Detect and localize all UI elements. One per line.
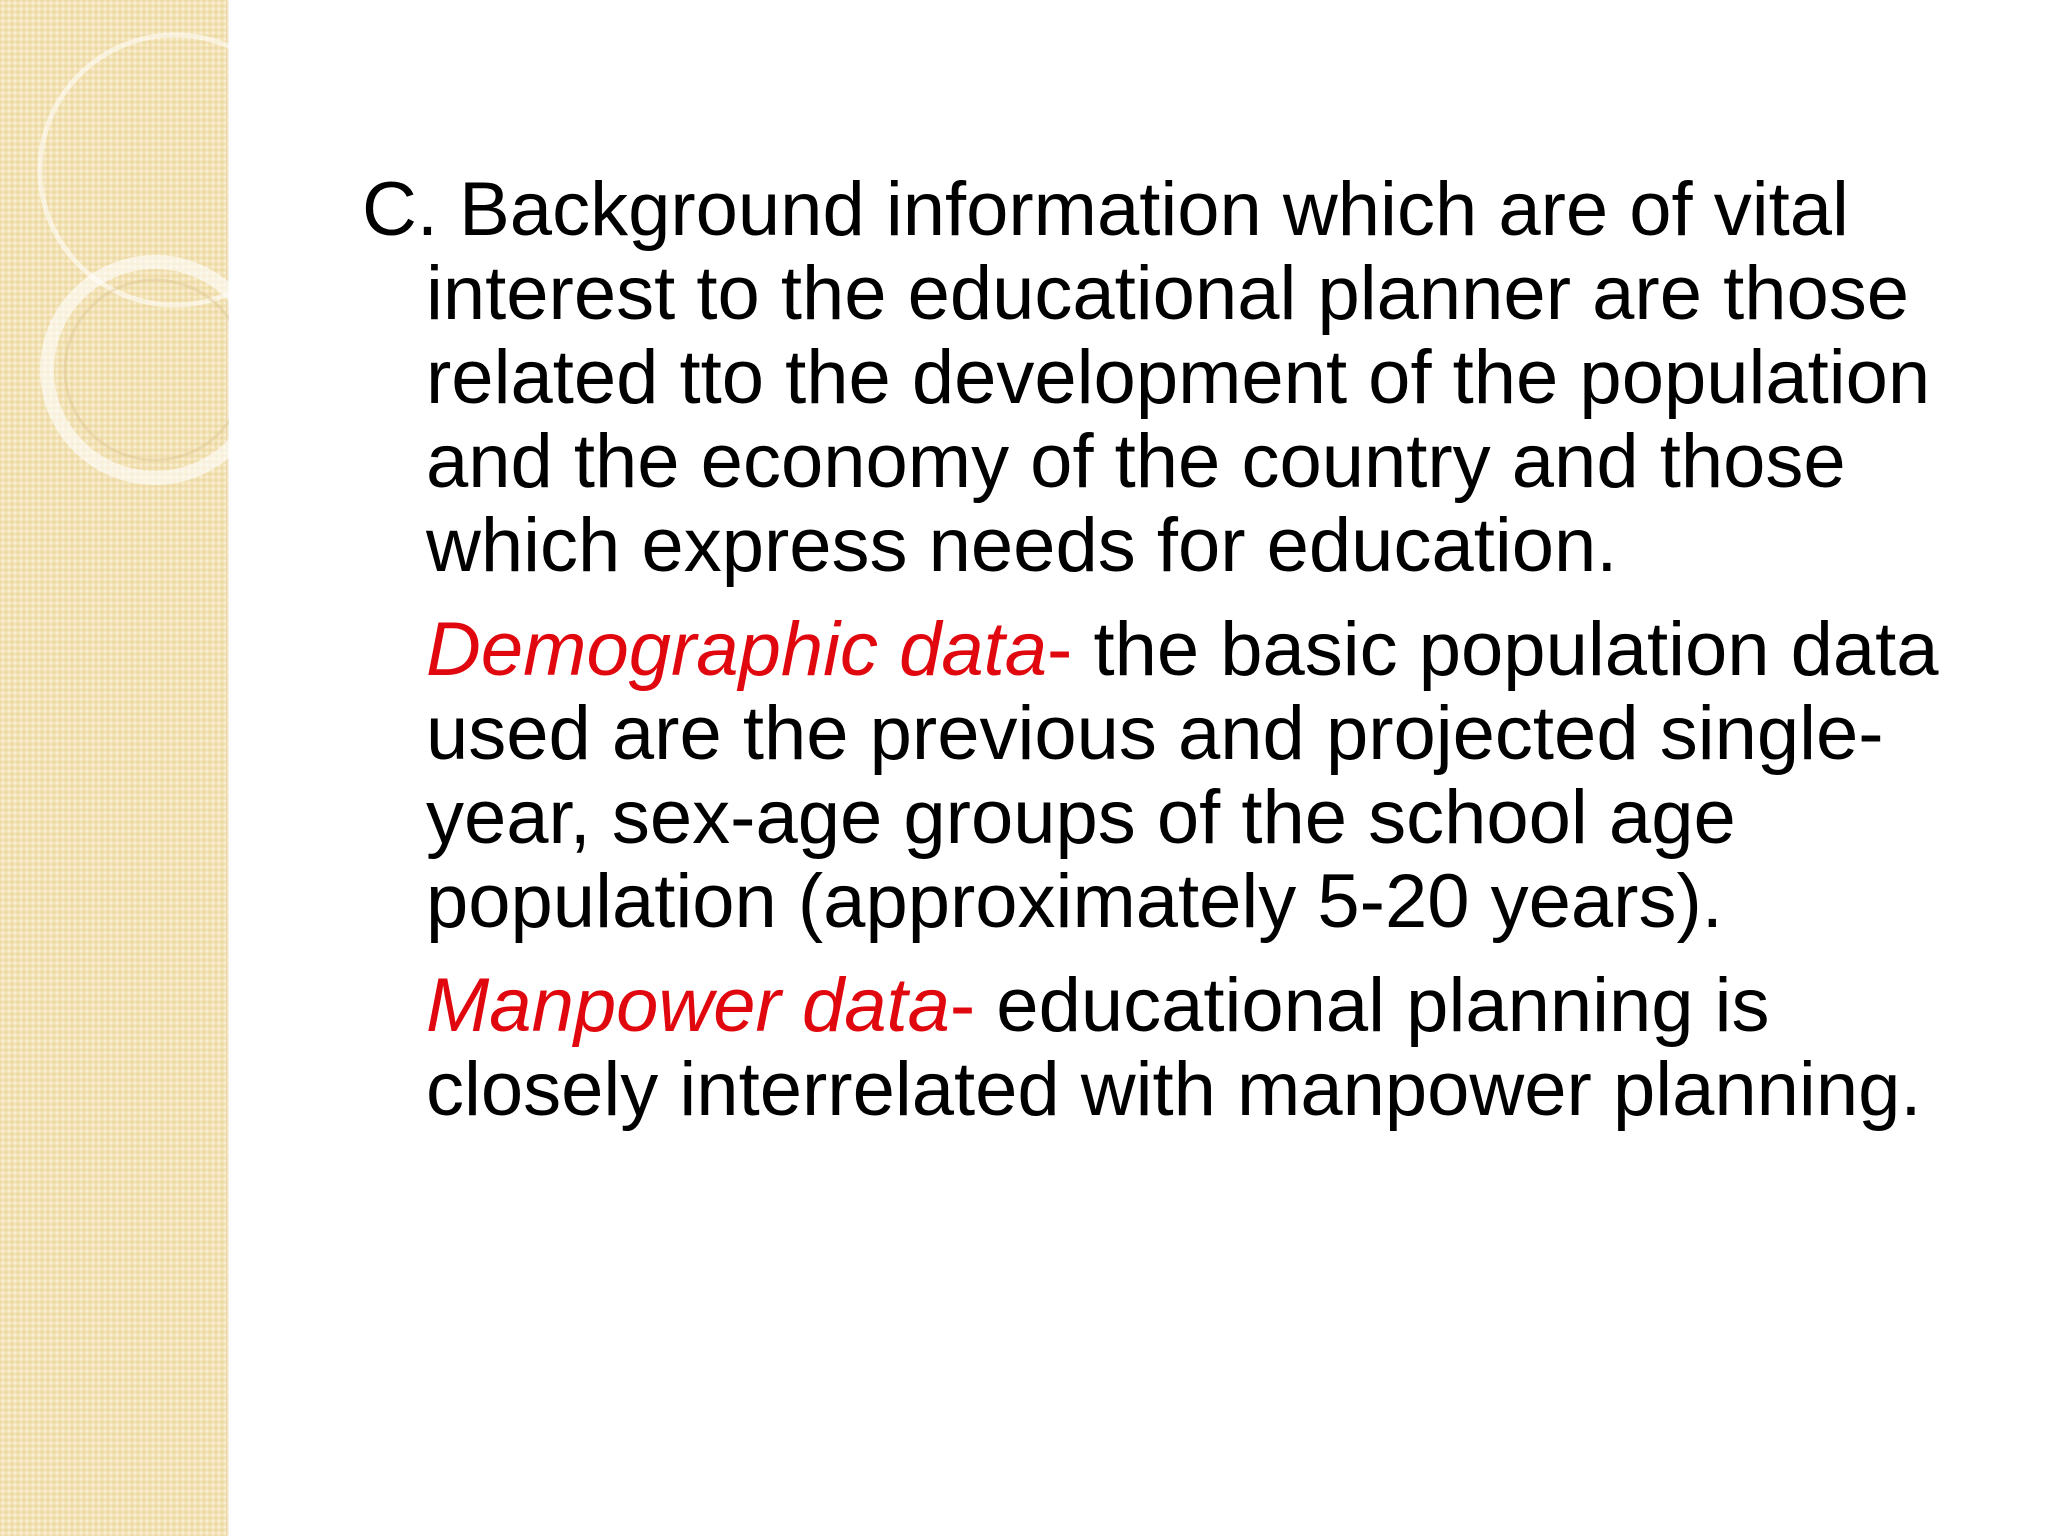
paragraph-text: educational planning is closely interrelated with manpower planning.: [426, 963, 1922, 1132]
paragraph-text: C. Background information which are of vital interest to the educational planner are those related tto the development of the population and the economy of the country and those which express needs for education.: [362, 167, 1931, 588]
term-manpower-data: Manpower data: [426, 963, 950, 1048]
small-ring-inner: [65, 280, 229, 460]
paragraph-demographic-data: [362, 608, 2002, 944]
term-dash: -: [949, 963, 976, 1048]
paragraph-text: the basic population data used are the previous and projected single-year, sex-age groups of the school age population (approximately 5-20 years).: [426, 607, 1939, 944]
term-dash: -: [1047, 607, 1073, 692]
slide-body: [362, 168, 2002, 1152]
decorative-rings-graphic: [0, 0, 229, 520]
term-demographic-data: Demographic data: [426, 607, 1048, 692]
paragraph-background-information: [362, 168, 2002, 588]
paragraph-manpower-data: [362, 964, 2002, 1132]
